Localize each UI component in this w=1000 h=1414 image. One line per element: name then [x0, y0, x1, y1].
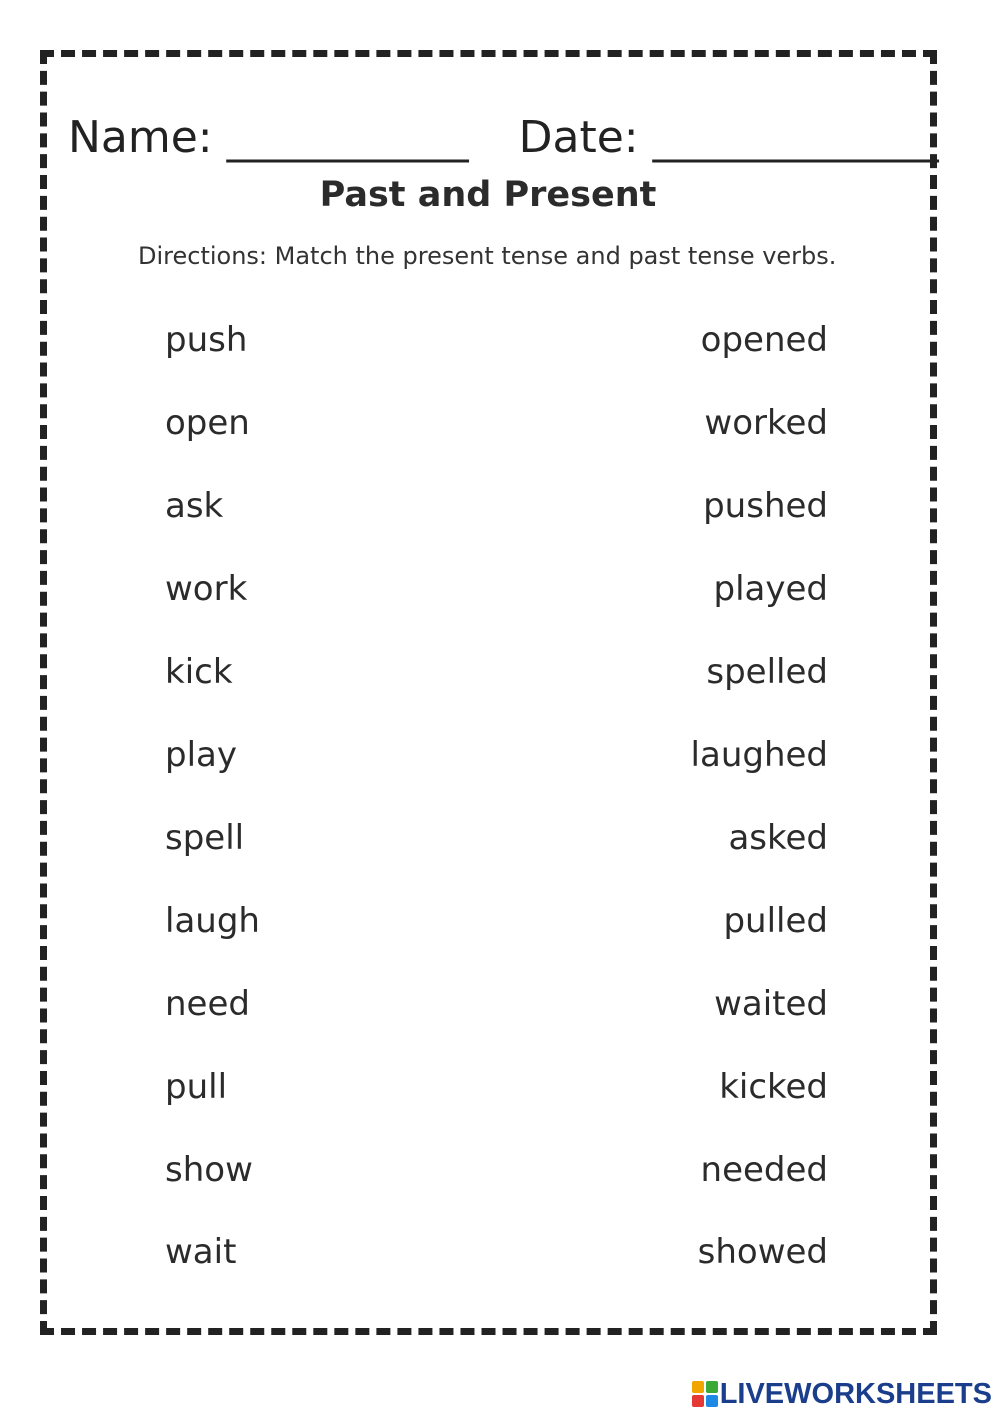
match-row — [0, 393, 1000, 453]
past-word[interactable]: laughed — [690, 735, 828, 775]
present-word[interactable]: show — [165, 1150, 253, 1190]
present-word[interactable]: ask — [165, 486, 224, 526]
present-word[interactable]: push — [165, 320, 248, 360]
present-word[interactable]: laugh — [165, 901, 260, 941]
present-word[interactable]: wait — [165, 1232, 237, 1272]
logo-square — [706, 1381, 718, 1393]
past-word[interactable]: worked — [704, 403, 828, 443]
past-word[interactable]: opened — [700, 320, 828, 360]
past-word[interactable]: kicked — [719, 1067, 828, 1107]
match-row — [0, 1057, 1000, 1117]
match-row — [0, 559, 1000, 619]
past-word[interactable]: pushed — [703, 486, 828, 526]
past-word[interactable]: asked — [728, 818, 828, 858]
name-field[interactable]: Name: ___________ — [68, 112, 469, 163]
past-word[interactable]: spelled — [706, 652, 828, 692]
date-field[interactable]: Date: _____________ — [518, 112, 939, 163]
past-word[interactable]: needed — [700, 1150, 828, 1190]
logo-square — [692, 1381, 704, 1393]
directions-text: Directions: Match the present tense and past tense verbs. — [138, 242, 837, 270]
present-word[interactable]: work — [165, 569, 248, 609]
past-word[interactable]: played — [713, 569, 828, 609]
match-row — [0, 725, 1000, 785]
present-word[interactable]: open — [165, 403, 250, 443]
match-row — [0, 1222, 1000, 1282]
match-row — [0, 974, 1000, 1034]
match-row — [0, 808, 1000, 868]
match-row — [0, 1140, 1000, 1200]
liveworksheets-branding[interactable] — [692, 1374, 992, 1414]
match-row — [0, 642, 1000, 702]
past-word[interactable]: pulled — [723, 901, 828, 941]
liveworksheets-logo-icon — [692, 1381, 718, 1407]
present-word[interactable]: spell — [165, 818, 245, 858]
match-row — [0, 891, 1000, 951]
past-word[interactable]: showed — [697, 1232, 828, 1272]
past-word[interactable]: waited — [714, 984, 828, 1024]
match-row — [0, 310, 1000, 370]
present-word[interactable]: need — [165, 984, 250, 1024]
present-word[interactable]: pull — [165, 1067, 228, 1107]
match-row — [0, 476, 1000, 536]
present-word[interactable]: kick — [165, 652, 233, 692]
present-word[interactable]: play — [165, 735, 237, 775]
brand-name: LIVEWORKSHEETS — [719, 1378, 992, 1410]
logo-square — [706, 1395, 718, 1407]
worksheet-title: Past and Present — [319, 175, 657, 215]
logo-square — [692, 1395, 704, 1407]
